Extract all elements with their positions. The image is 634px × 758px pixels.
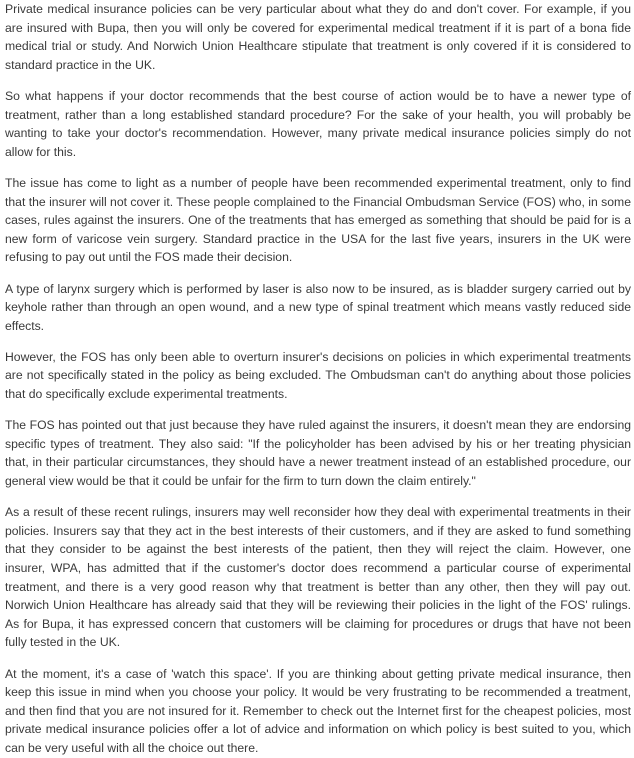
- paragraph-fos-complaints: The issue has come to light as a number of people have been recommended experimental treatment, only to find that the insurer will not cover it. These people complained to the Financial Ombudsman Service (FOS) who, in some cases, rules against the insurers. One of the treatments that has emerged as something that should be paid for is a new form of varicose vein surgery. Standard practice in the USA for the last five years, insurers in the UK were refusing to pay out until the FOS made their decision.: [5, 175, 631, 265]
- paragraph-watch-this-space: At the moment, it's a case of 'watch this space'. If you are thinking about getting private medical insurance, then keep this issue in mind when you choose your policy. It would be very frustrating to be recommended a treatment, and then find that you are not insured for it. Remember to check out the Internet first for the cheapest policies, most private medical insurance policies offer a lot of advice and information on which policy is best suited to you, which can be very useful with all the choice out there.: [5, 666, 631, 755]
- paragraph-coverage-rules: Private medical insurance policies can be very particular about what they do and don't cover. For example, if you are insured with Bupa, then you will only be covered for experimental medical treatment if it is part of a bona fide medical trial or study. And Norwich Union Healthcare stipulate that treatment is only covered if it is considered to standard practice in the UK.: [5, 2, 631, 72]
- paragraph-insurer-reactions: As a result of these recent rulings, insurers may well reconsider how they deal with experimental treatments in their policies. Insurers say that they act in the best interests of their customers, and if they are asked to fund something that they consider to be against the best interests of the patient, then they will reject the claim. However, one insurer, WPA, has admitted that if the customer's doctor does recommend a particular course of experimental treatment, and there is a very good reason why that treatment is better than any other, then they will pay out. Norwich Union Healthcare has already said that they will be reviewing their policies in the light of the FOS' rulings. As for Bupa, it has expressed concern that customers will be claiming for procedures or drugs that have not been fully tested in the UK.: [5, 505, 631, 650]
- paragraph-fos-limits: However, the FOS has only been able to overturn insurer's decisions on policies in which experimental treatments are not specifically stated in the policy as being excluded. The Ombudsman can't do anything about those policies that do specifically exclude experimental treatments.: [5, 349, 631, 402]
- paragraph-doctor-recommendation: So what happens if your doctor recommends that the best course of action would be to have a newer type of treatment, rather than a long established standard procedure? For the sake of your health, you will probably be wanting to take your doctor's recommendation. However, many private medical insurance policies simply do not allow for this.: [5, 88, 631, 159]
- paragraph-new-insured-surgeries: A type of larynx surgery which is performed by laser is also now to be insured, as is bladder surgery carried out by keyhole rather than through an open wound, and a new type of spinal treatment which means vastly reduced side effects.: [5, 281, 631, 333]
- paragraph-fos-statement: The FOS has pointed out that just because they have ruled against the insurers, it doesn't mean they are endorsing specific types of treatment. They also said: "If the policyholder has been advised by his or her treating physician that, in their particular circumstances, they should have a newer treatment instead of an established procedure, our general view would be that it could be unfair for the firm to turn down the claim entirely.": [5, 418, 631, 489]
